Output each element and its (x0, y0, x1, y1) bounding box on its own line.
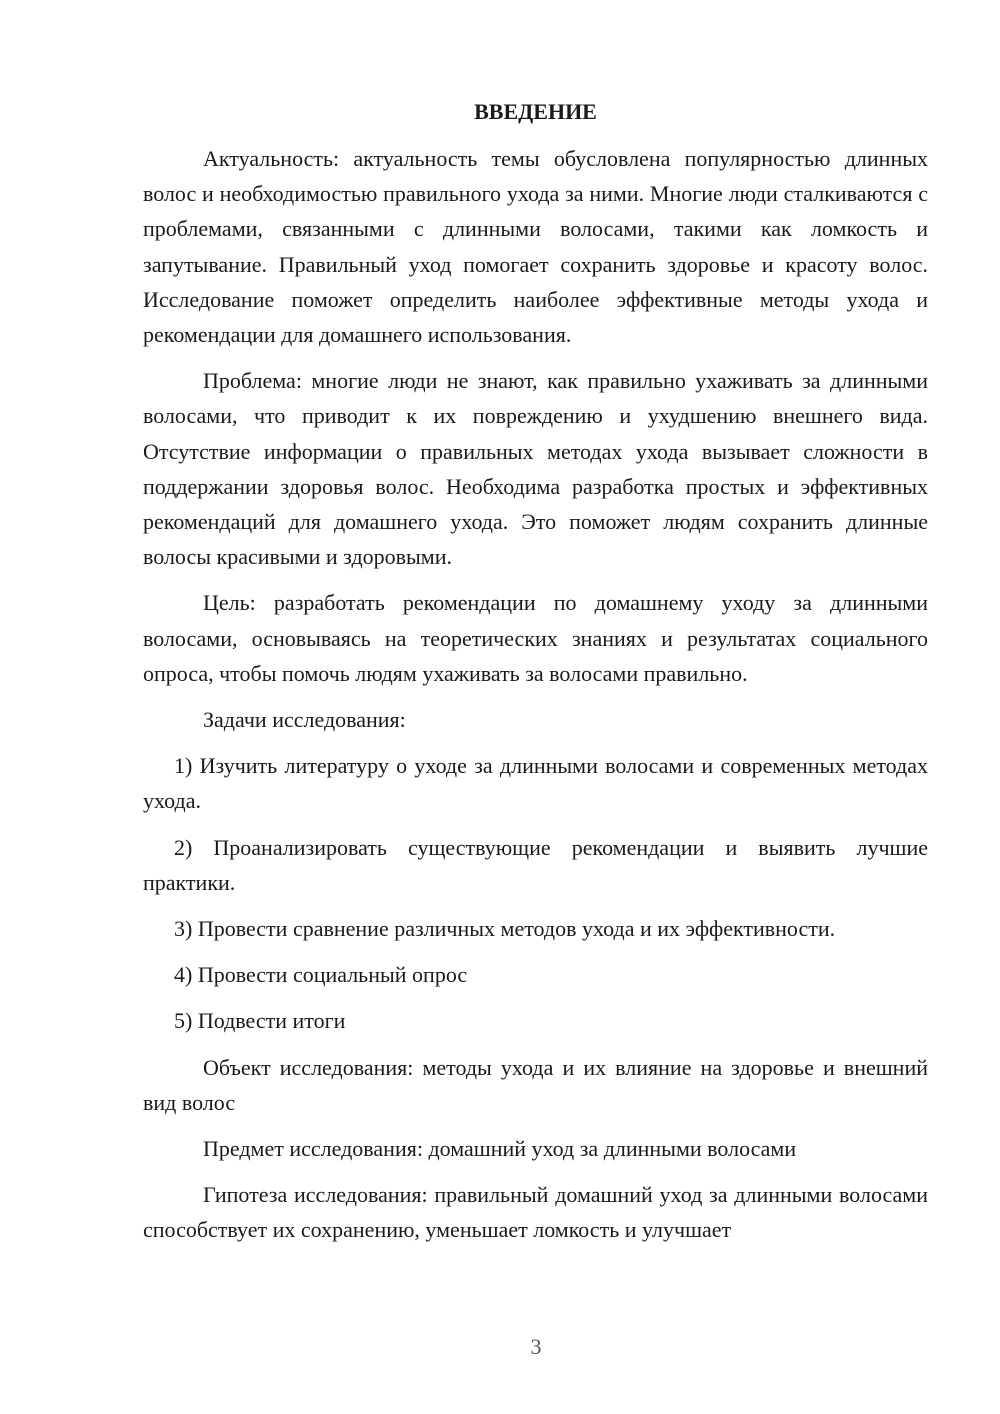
task-item-5: 5) Подвести итоги (174, 1008, 346, 1034)
tasks-heading: Задачи исследования: (203, 707, 406, 733)
task-item-2: 2) Проанализировать существующие рекомендации и выявить лучшие практики. (143, 834, 928, 895)
paragraph-problem: Проблема: многие люди не знают, как правильно ухаживать за длинными волосами, что приводит к их повреждению и ухудшению внешнего вида. Отсутствие информации о правильных методах ухода вызывает сложности в поддержании здоровья волос. Необходима разработка простых и эффективных рекомендаций для домашнего ухода. Это поможет людям сохранить длинные волосы красивыми и здоровыми. (143, 368, 928, 570)
paragraph-subject: Предмет исследования: домашний уход за длинными волосами (203, 1136, 797, 1162)
task-item-4: 4) Провести социальный опрос (174, 962, 468, 988)
paragraph-relevance: Актуальность: актуальность темы обусловлена популярностью длинных волос и необходимостью правильного ухода за ними. Многие люди сталкиваются с проблемами, связанными с длинными волосами, такими как ломкость и запутывание. Правильный уход помогает сохранить здоровье и красоту волос. Исследование поможет определить наиболее эффективные методы ухода и рекомендации для домашнего использования. (143, 146, 928, 348)
page-content (143, 94, 928, 1259)
paragraph-hypothesis: Гипотеза исследования: правильный домашний уход за длинными волосами способствует их сохранению, уменьшает ломкость и улучшает (143, 1182, 928, 1243)
task-item-1: 1) Изучить литературу о уходе за длинными волосами и современных методах ухода. (143, 753, 928, 814)
page-number: 3 (530, 1334, 542, 1359)
task-item-3: 3) Провести сравнение различных методов ухода и их эффективности. (174, 916, 836, 942)
paragraph-object: Объект исследования: методы ухода и их влияние на здоровье и внешний вид волос (143, 1054, 928, 1115)
paragraph-goal: Цель: разработать рекомендации по домашнему уходу за длинными волосами, основываясь на теоретических знаниях и результатах социального опроса, чтобы помочь людям ухаживать за волосами правильно. (143, 590, 928, 686)
section-title: ВВЕДЕНИЕ (474, 99, 597, 124)
